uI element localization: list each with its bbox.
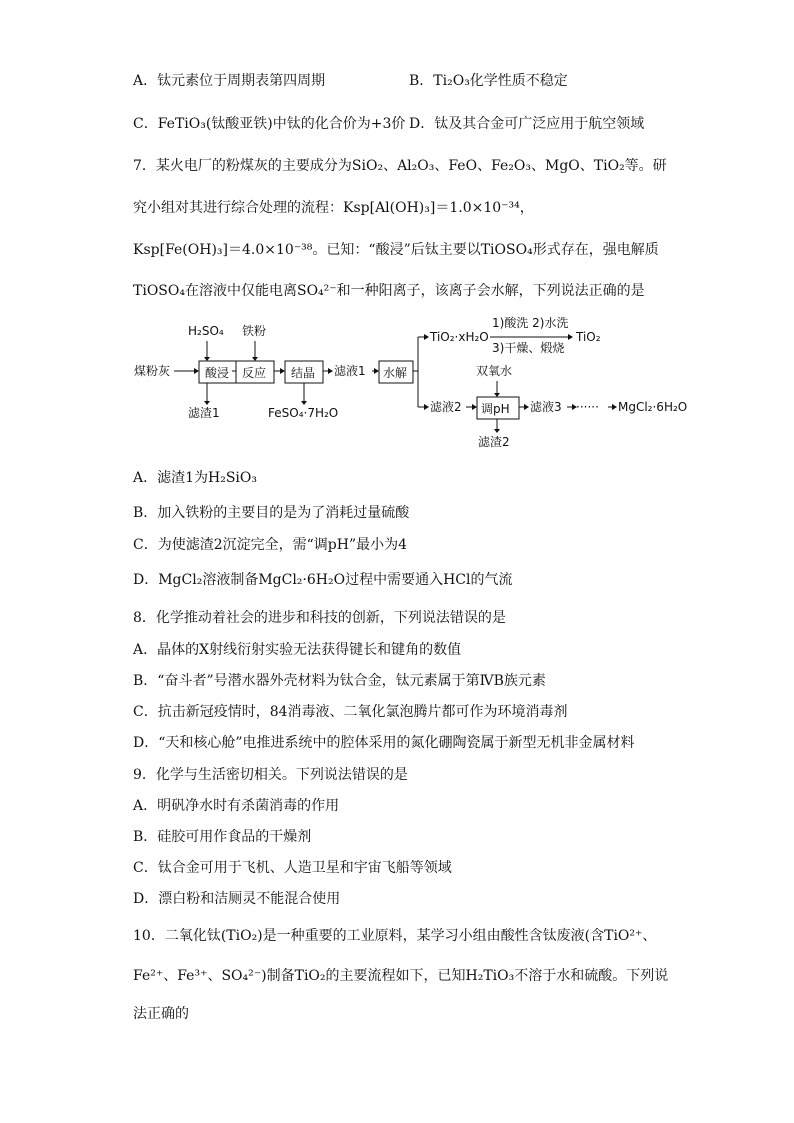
flow-step2: 反应 (242, 366, 267, 380)
q9-option-a: A．明矾净水时有杀菌消毒的作用 (133, 798, 340, 814)
process-flow-diagram (120, 305, 720, 455)
flow-residue1: 滤渣1 (188, 406, 220, 420)
q9-option-d: D．漂白粉和洁厕灵不能混合使用 (133, 891, 341, 907)
q7-stem-line1: 7．某火电厂的粉煤灰的主要成分为SiO₂、Al₂O₃、FeO、Fe₂O₃、MgO、TiO₂等。研 (133, 158, 667, 174)
q6-option-d: D．钛及其合金可广泛应用于航空领域 (409, 116, 645, 132)
flow-dots: ······ (576, 400, 599, 414)
flow-feso4: FeSO₄·7H₂O (268, 406, 339, 420)
q7-stem-line4: TiOSO₄在溶液中仅能电离SO₄²⁻和一种阳离子，该离子会水解，下列说法正确的是 (133, 283, 645, 299)
flow-acid: H₂SO₄ (188, 324, 224, 338)
q7-stem-line3: Ksp[Fe(OH)₃]＝4.0×10⁻³⁸。已知：“酸浸”后钛主要以TiOSO₄形式存在，强电解质 (133, 242, 659, 258)
q10-stem-line2: Fe²⁺、Fe³⁺、SO₄²⁻)制备TiO₂的主要流程如下，已知H₂TiO₃不溶于水和硫酸。下列说 (133, 968, 669, 984)
flow-wash: 1)酸洗 2)水洗 (492, 316, 569, 330)
flow-feed: 煤粉灰 (134, 364, 171, 378)
q7-option-c: C．为使滤渣2沉淀完全，需“调pH”最小为4 (133, 537, 408, 553)
q8-option-c: C．抗击新冠疫情时，84消毒液、二氧化氯泡腾片都可作为环境消毒剂 (133, 704, 568, 720)
q8-option-b: B．“奋斗者”号潜水器外壳材料为钛合金，钛元素属于第ⅣB族元素 (133, 673, 546, 689)
q10-stem-line1: 10．二氧化钛(TiO₂)是一种重要的工业原料，某学习小组由酸性含钛废液(含TiO²⁺、 (133, 928, 657, 944)
flow-step4: 水解 (383, 366, 408, 380)
flow-filtrate3: 滤液3 (530, 400, 562, 414)
q7-option-a: A．滤渣1为H₂SiO₃ (133, 470, 257, 486)
flow-tio2-hydrate: TiO₂·xH₂O (430, 330, 489, 344)
q9-option-c: C．钛合金可用于飞机、人造卫星和宇宙飞船等领域 (133, 860, 452, 876)
q7-stem-line2: 究小组对其进行综合处理的流程：Ksp[Al(OH)₃]＝1.0×10⁻³⁴， (133, 200, 534, 216)
flow-dry: 3)干燥、煅烧 (492, 341, 565, 355)
q10-stem-line3: 法正确的 (133, 1006, 189, 1022)
q8-option-a: A．晶体的X射线衍射实验无法获得键长和键角的数值 (133, 642, 462, 658)
q9-stem: 9．化学与生活密切相关。下列说法错误的是 (133, 767, 408, 783)
flow-h2o2: 双氧水 (476, 364, 513, 378)
q8-option-d: D．“天和核心舱”电推进系统中的腔体采用的氮化硼陶瓷属于新型无机非金属材料 (133, 735, 635, 751)
q7-option-b: B．加入铁粉的主要目的是为了消耗过量硫酸 (133, 505, 410, 521)
q6-option-c: C．FeTiO₃(钛酸亚铁)中钛的化合价为+3价 (133, 116, 406, 132)
flow-mgcl2: MgCl₂·6H₂O (618, 400, 688, 414)
flow-step3: 结晶 (291, 366, 316, 380)
q7-option-d: D．MgCl₂溶液制备MgCl₂·6H₂O过程中需要通入HCl的气流 (133, 572, 513, 588)
flow-tio2: TiO₂ (576, 330, 601, 344)
flow-filtrate2: 滤液2 (430, 400, 462, 414)
q8-stem: 8．化学推动着社会的进步和科技的创新，下列说法错误的是 (133, 610, 506, 626)
q6-option-b: B．Ti₂O₃化学性质不稳定 (409, 73, 568, 89)
flow-step1: 酸浸 (205, 366, 230, 380)
flow-iron: 铁粉 (242, 324, 267, 338)
flow-filtrate1: 滤液1 (334, 364, 366, 378)
flow-residue2: 滤渣2 (478, 435, 510, 449)
q6-option-a: A．钛元素位于周期表第四周期 (133, 73, 326, 89)
q9-option-b: B．硅胶可用作食品的干燥剂 (133, 829, 312, 845)
flow-adjust: 调pH (481, 402, 510, 416)
